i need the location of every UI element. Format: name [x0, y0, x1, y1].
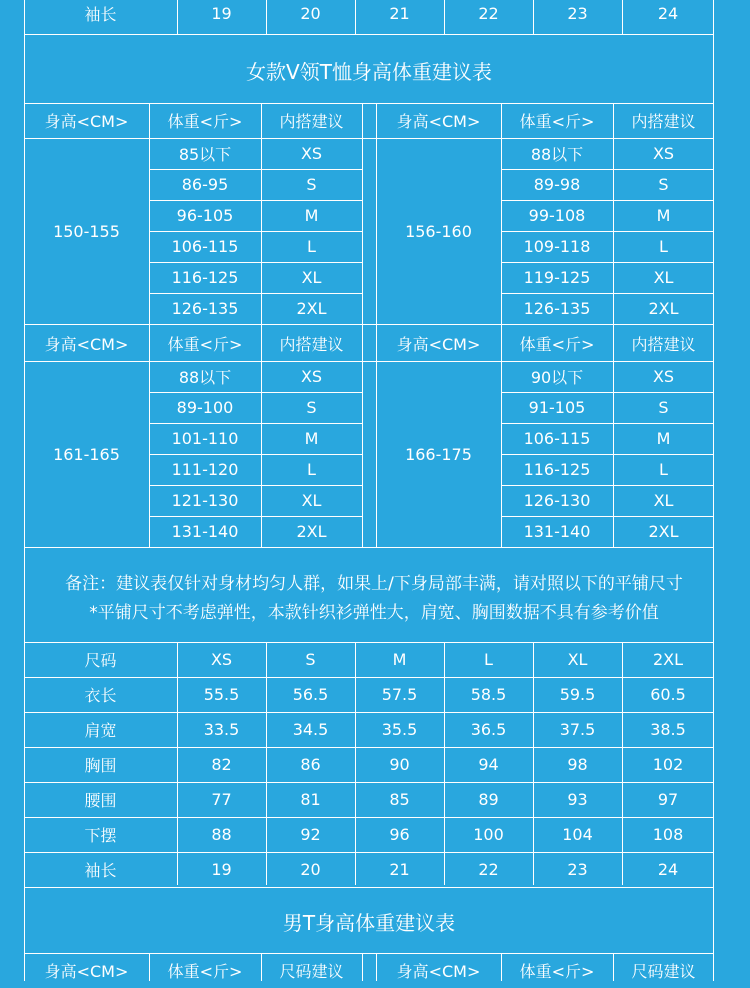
- table-header-cell: 体重<斤>: [167, 112, 243, 131]
- size-suggestion: S: [658, 175, 669, 194]
- size-header-cell: 2XL: [652, 650, 684, 669]
- sleeve-value: 21: [389, 3, 410, 23]
- size-suggestion: XS: [652, 367, 675, 386]
- table-header-cell: 体重<斤>: [519, 335, 595, 354]
- table-header-cell: 身高<CM>: [396, 335, 481, 354]
- section-divider: [24, 324, 714, 325]
- table-header-cell: 身高<CM>: [396, 112, 481, 131]
- measure-value: 96: [389, 825, 410, 844]
- table-header-cell: 尺码建议: [631, 962, 696, 981]
- size-header-cell: XS: [210, 650, 233, 669]
- measure-value: 22: [478, 860, 499, 879]
- table-header-cell: 内搭建议: [279, 335, 344, 354]
- size-header-cell: M: [392, 650, 407, 669]
- column-divider: [362, 953, 363, 981]
- note-line-2: *平铺尺寸不考虑弹性，本款针织衫弹性大，肩宽、胸围数据不具有参考价值: [89, 602, 659, 623]
- table-header-cell: 身高<CM>: [44, 962, 129, 981]
- weight-range: 90以下: [530, 368, 584, 387]
- measure-label: 腰围: [84, 791, 117, 810]
- weight-range: 116-125: [523, 460, 591, 479]
- weight-range: 101-110: [171, 429, 239, 448]
- measure-value: 82: [211, 755, 232, 774]
- table-header-cell: 尺码建议: [279, 962, 344, 981]
- weight-range: 88以下: [530, 145, 584, 164]
- size-suggestion: S: [306, 398, 317, 417]
- note-line-1: 备注：建议表仅针对身材均匀人群，如果上/下身局部丰满，请对照以下的平铺尺寸: [65, 573, 683, 594]
- table-header-cell: 内搭建议: [631, 112, 696, 131]
- measure-label: 胸围: [84, 756, 117, 775]
- measure-value: 90: [389, 755, 410, 774]
- measure-value: 33.5: [203, 720, 240, 739]
- size-suggestion: XL: [301, 491, 322, 510]
- height-range: 166-175: [405, 444, 472, 464]
- size-suggestion: M: [656, 429, 671, 448]
- measure-value: 56.5: [292, 685, 329, 704]
- size-header-cell: XL: [567, 650, 588, 669]
- measure-value: 21: [389, 860, 410, 879]
- size-suggestion: XL: [301, 268, 322, 287]
- height-range: 150-155: [53, 221, 120, 241]
- size-suggestion: 2XL: [648, 299, 679, 318]
- measure-value: 35.5: [381, 720, 418, 739]
- measure-value: 24: [657, 860, 679, 879]
- table-header-cell: 体重<斤>: [519, 962, 595, 981]
- measure-value: 92: [300, 825, 321, 844]
- table-header-cell: 体重<斤>: [167, 335, 243, 354]
- measure-value: 108: [652, 825, 684, 844]
- measure-label: 衣长: [84, 686, 117, 705]
- size-suggestion: S: [306, 175, 317, 194]
- measure-value: 20: [300, 860, 321, 879]
- weight-range: 106-115: [171, 237, 239, 256]
- measure-value: 19: [211, 860, 232, 879]
- measure-value: 59.5: [559, 685, 596, 704]
- size-suggestion: XS: [652, 144, 675, 163]
- measure-value: 37.5: [559, 720, 596, 739]
- size-suggestion: 2XL: [648, 522, 679, 541]
- weight-range: 126-135: [171, 299, 239, 318]
- weight-range: 109-118: [523, 237, 591, 256]
- weight-range: 131-140: [171, 522, 239, 541]
- weight-range: 89-98: [533, 175, 581, 194]
- size-suggestion: 2XL: [296, 299, 327, 318]
- sleeve-value: 20: [300, 3, 321, 23]
- weight-range: 126-135: [523, 299, 591, 318]
- size-suggestion: L: [307, 460, 316, 479]
- measure-value: 58.5: [470, 685, 507, 704]
- weight-range: 119-125: [523, 268, 591, 287]
- weight-range: 89-100: [176, 398, 234, 417]
- weight-range: 111-120: [171, 460, 239, 479]
- section-divider: [24, 34, 714, 35]
- weight-range: 126-130: [523, 491, 591, 510]
- measure-value: 77: [211, 790, 232, 809]
- size-suggestion: L: [659, 237, 668, 256]
- size-header-cell: 尺码: [84, 651, 117, 670]
- size-suggestion: XL: [653, 491, 674, 510]
- column-divider: [362, 103, 363, 548]
- weight-range: 131-140: [523, 522, 591, 541]
- measure-value: 81: [300, 790, 321, 809]
- table-header-cell: 内搭建议: [631, 335, 696, 354]
- sleeve-value: 24: [657, 3, 679, 23]
- size-suggestion: L: [307, 237, 316, 256]
- size-header-cell: S: [305, 650, 316, 669]
- size-suggestion: M: [304, 206, 319, 225]
- size-suggestion: XS: [300, 367, 323, 386]
- height-range: 156-160: [405, 221, 472, 241]
- sleeve-value: 19: [211, 3, 232, 23]
- measure-value: 57.5: [381, 685, 418, 704]
- measure-value: 34.5: [292, 720, 329, 739]
- sleeve-value: 23: [567, 3, 588, 23]
- measure-value: 94: [478, 755, 499, 774]
- measure-value: 97: [657, 790, 679, 809]
- table-header-cell: 身高<CM>: [396, 962, 481, 981]
- measure-value: 100: [473, 825, 504, 844]
- women-table-title: 女款V领T恤身高体重建议表: [246, 59, 492, 84]
- size-suggestion: L: [659, 460, 668, 479]
- height-range: 161-165: [53, 444, 120, 464]
- measure-value: 23: [567, 860, 588, 879]
- weight-range: 86-95: [181, 175, 229, 194]
- size-suggestion: 2XL: [296, 522, 327, 541]
- weight-range: 96-105: [176, 206, 234, 225]
- measure-value: 88: [211, 825, 232, 844]
- measure-value: 38.5: [650, 720, 686, 739]
- measure-value: 36.5: [470, 720, 507, 739]
- weight-range: 116-125: [171, 268, 239, 287]
- size-suggestion: XL: [653, 268, 674, 287]
- men-table-title: 男T身高体重建议表: [282, 910, 456, 935]
- measure-value: 55.5: [203, 685, 240, 704]
- table-header-cell: 体重<斤>: [167, 962, 243, 981]
- measure-value: 98: [567, 755, 588, 774]
- measure-label: 肩宽: [84, 721, 117, 740]
- sleeve-value: 22: [478, 3, 499, 23]
- section-divider: [24, 547, 714, 548]
- table-header-cell: 身高<CM>: [44, 335, 129, 354]
- weight-range: 85以下: [178, 145, 232, 164]
- measure-value: 93: [567, 790, 588, 809]
- measure-value: 85: [389, 790, 410, 809]
- size-suggestion: S: [658, 398, 669, 417]
- weight-range: 106-115: [523, 429, 591, 448]
- measure-label: 袖长: [84, 861, 117, 880]
- weight-range: 99-108: [528, 206, 586, 225]
- size-suggestion: XS: [300, 144, 323, 163]
- weight-range: 88以下: [178, 368, 232, 387]
- size-suggestion: M: [304, 429, 319, 448]
- measure-value: 60.5: [650, 685, 686, 704]
- size-header-cell: L: [484, 650, 493, 669]
- sleeve-label: 袖长: [84, 4, 117, 24]
- measure-value: 104: [562, 825, 593, 844]
- table-header-cell: 体重<斤>: [519, 112, 595, 131]
- table-header-cell: 内搭建议: [279, 112, 344, 131]
- weight-range: 121-130: [171, 491, 239, 510]
- measure-label: 下摆: [84, 826, 117, 845]
- measure-value: 102: [652, 755, 684, 774]
- weight-range: 91-105: [528, 398, 586, 417]
- size-suggestion: M: [656, 206, 671, 225]
- table-header-cell: 身高<CM>: [44, 112, 129, 131]
- measure-value: 86: [300, 755, 321, 774]
- measure-value: 89: [478, 790, 499, 809]
